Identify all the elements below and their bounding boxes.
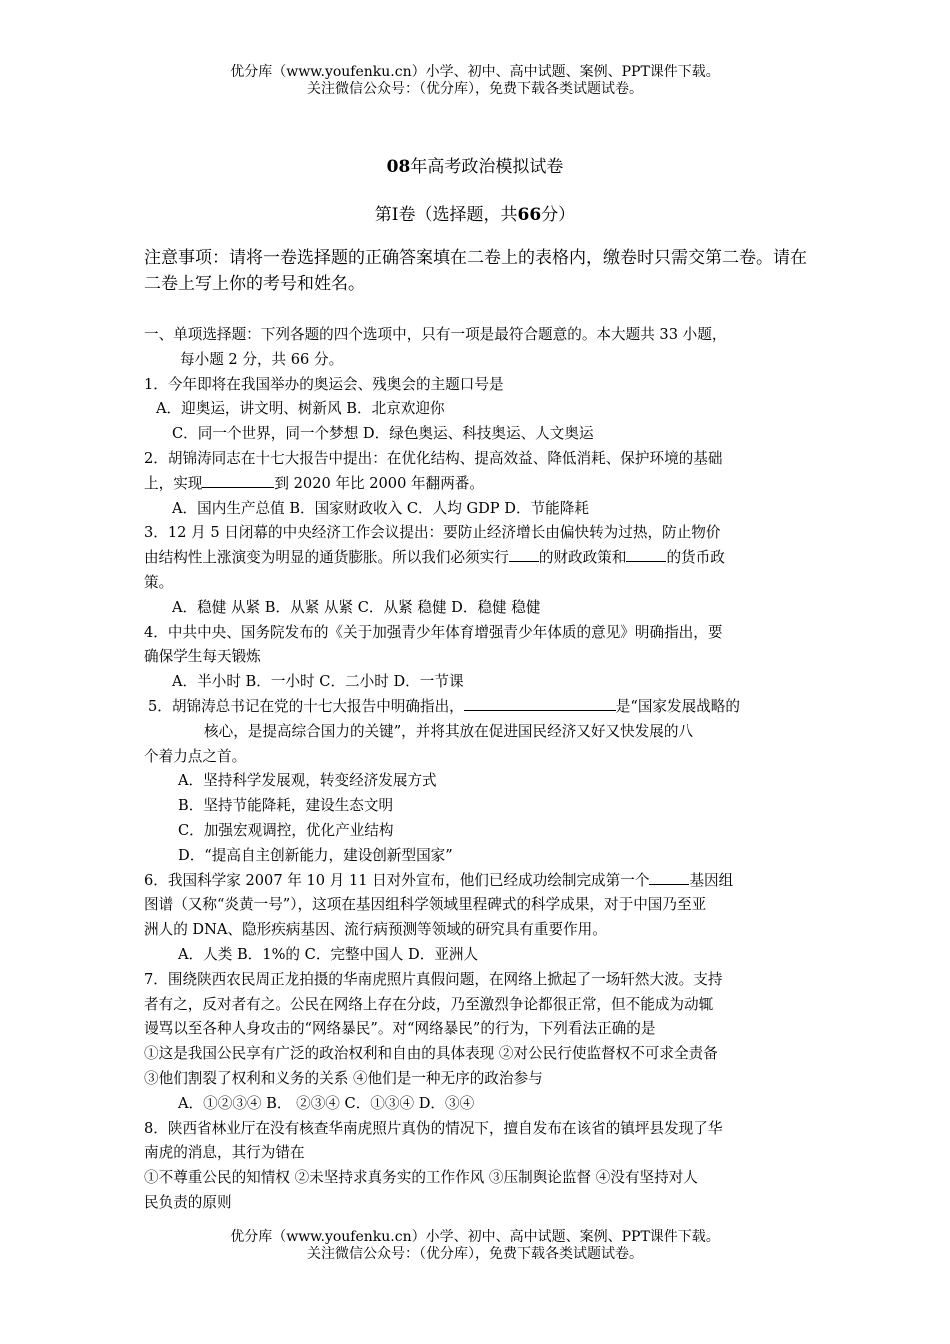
q1-stem: 1．今年即将在我国举办的奥运会、残奥会的主题口号是 (144, 375, 504, 393)
header-line-2: 关注微信公众号：（优分库），免费下载各类试题试卷。 (307, 81, 643, 97)
title-main: 年高考政治模拟试卷 (410, 157, 564, 177)
title-year: 08 (386, 157, 411, 177)
footer-line-2: 关注微信公众号：（优分库），免费下载各类试题试卷。 (307, 1246, 643, 1262)
answer-blank (202, 472, 274, 488)
q5-stem-cont: 核心，是提高综合国力的关键”，并将其放在促进国民经济又好又快发展的八 (204, 722, 694, 740)
section-score: 66 (517, 205, 542, 225)
q1-options-b: C．同一个世界，同一个梦想 D．绿色奥运、科技奥运、人文奥运 (172, 425, 594, 443)
q3-options: A．稳健 从紧 B．从紧 从紧 C．从紧 稳健 D．稳健 稳健 (172, 598, 541, 616)
part1-heading: 一、单项选择题：下列各题的四个选项中，只有一项是最符合题意的。本大题共 33 小题， 每小题 2 分，共 66 分。 (144, 326, 727, 368)
notice: 注意事项：请将一卷选择题的正确答案填在二卷上的表格内，缴卷时只需交第二卷。请在二卷上写上你的考号和姓名。 (144, 248, 807, 294)
page-footer (0, 1229, 950, 1263)
answer-blank (509, 547, 539, 563)
header-line-1: 优分库（www.youfenku.cn）小学、初中、高中试题、案例、PPT课件下载。 (230, 64, 720, 80)
q5-stem: 5．胡锦涛总书记在党的十七大报告中明确指出， 是“国家发展战略的 (144, 695, 808, 720)
footer-line-1: 优分库（www.youfenku.cn）小学、初中、高中试题、案例、PPT课件下载。 (230, 1229, 720, 1245)
answer-blank (464, 695, 616, 711)
q6-options: A．人类 B．1%的 C．完整中国人 D．亚洲人 (178, 945, 479, 963)
q2-options: A．国内生产总值 B．国家财政收入 C．人均 GDP D．节能降耗 (172, 499, 589, 517)
q5-option-b: B．坚持节能降耗，建设生态文明 (178, 797, 394, 815)
q4-stem: 4．中共中央、国务院发布的《关于加强青少年体育增强青少年体质的意见》明确指出，要 确保学生每天锻炼 (144, 623, 723, 666)
q7-options: A．①②③④ B． ②③④ C．①③④ D．③④ (178, 1094, 475, 1112)
question-body (144, 323, 808, 1216)
q3-stem: 3．12 月 5 日闭幕的中央经济工作会议提出：要防止经济增长由偏快转为过热，防止物价 由结构性上涨演变为明显的通货膨胀。所以我们必须实行 的财政政策和 的货币政 策。 (144, 524, 725, 591)
q7-items-a: ①这是我国公民享有广泛的政治权利和自由的具体表现 ②对公民行使监督权不可求全责备 (144, 1045, 718, 1063)
q5-option-d: D．“提高自主创新能力，建设创新型国家” (178, 846, 453, 864)
answer-blank (626, 547, 666, 563)
q5-stem-end: 个着力点之首。 (144, 747, 247, 765)
q2-stem: 2．胡锦涛同志在十七大报告中提出：在优化结构、提高效益、降低消耗、保护环境的基础 上，实现 到 2020 年比 2000 年翻两番。 (144, 449, 723, 492)
q6-stem: 6．我国科学家 2007 年 10 月 11 日对外宣布，他们已经成功绘制完成第一个 基因组 图谱（又称“炎黄一号”），这项在基因组科学领域里程碑式的科学成果，对于中国乃至亚 洲人的 DNA、隐形疾病基因、流行病预测等领域的研究具有重要作用。 (144, 869, 808, 943)
page-header (0, 64, 950, 98)
answer-blank (649, 869, 689, 885)
q4-options: A．半小时 B．一小时 C．二小时 D．一节课 (172, 673, 464, 691)
q7-stem: 7．围绕陕西农民周正龙拍摄的华南虎照片真假问题，在网络上掀起了一场轩然大波。支持 者有之，反对者有之。公民在网络上存在分歧，乃至激烈争论都很正常，但不能成为动辄 谩骂以至各种人身攻击的“网络暴民”。对“网络暴民”的行为，下列看法正确的是 (144, 970, 723, 1038)
q5-option-c: C．加强宏观调控，优化产业结构 (178, 821, 394, 839)
q1-options-a: A．迎奥运，讲文明、树新风 B．北京欢迎你 (156, 400, 445, 418)
q5-option-a: A．坚持科学发展观，转变经济发展方式 (178, 772, 437, 790)
section-title: 第Ⅰ卷（选择题，共66分） (374, 205, 576, 225)
q8-items: ①不尊重公民的知情权 ②未坚持求真务实的工作作风 ③压制舆论监督 ④没有坚持对人 民负责的原则 (144, 1169, 698, 1211)
q8-stem: 8．陕西省林业厅在没有核查华南虎照片真伪的情况下，擅自发布在该省的镇坪县发现了华 南虎的消息，其行为错在 (144, 1119, 723, 1162)
q7-items-b: ③他们割裂了权利和义务的关系 ④他们是一种无序的政治参与 (144, 1069, 543, 1087)
document-title (0, 152, 950, 177)
